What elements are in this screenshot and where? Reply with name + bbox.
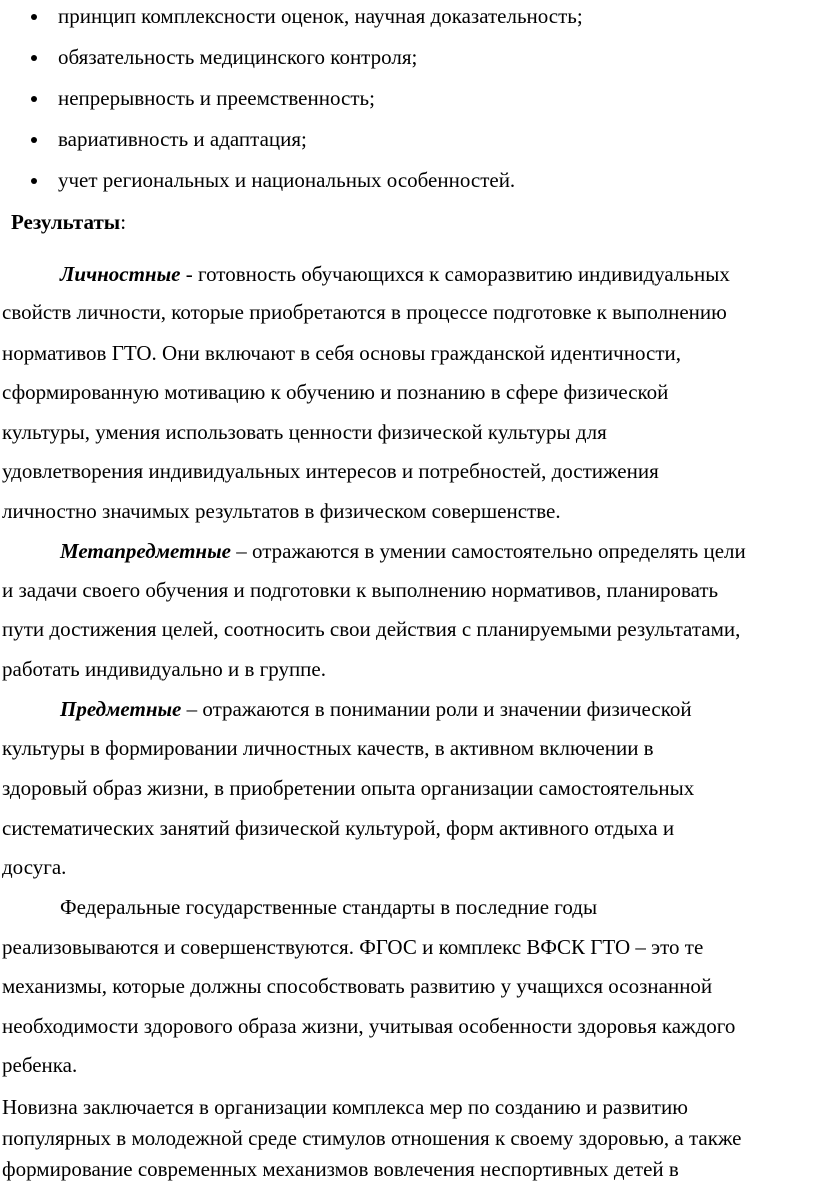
paragraph-line: и задачи своего обучения и подготовки к выполнению нормативов, планировать — [2, 578, 719, 602]
personal-paragraph-first-line — [60, 262, 730, 286]
paragraph-line: работать индивидуально и в группе. — [2, 657, 326, 681]
paragraph-line: популярных в молодежной среде стимулов отношения к своему здоровью, а также — [2, 1126, 742, 1150]
list-item — [0, 86, 816, 126]
list-item-text: принцип комплексности оценок, научная доказательность; — [58, 4, 583, 28]
paragraph-line: удовлетворения индивидуальных интересов и потребностей, достижения — [2, 459, 659, 483]
paragraph-line: культуры в формировании личностных качеств, в активном включении в — [2, 736, 654, 760]
list-item — [0, 127, 816, 167]
paragraph-line: Федеральные государственные стандарты в последние годы — [60, 895, 598, 919]
results-heading — [11, 210, 126, 234]
paragraph-line: культуры, умения использовать ценности физической культуры для — [2, 420, 607, 444]
paragraph-line: личностно значимых результатов в физическом совершенстве. — [2, 499, 561, 523]
list-item-text: вариативность и адаптация; — [58, 127, 307, 151]
list-item-text: непрерывность и преемственность; — [58, 86, 375, 110]
paragraph-line: реализовываются и совершенствуются. ФГОС и комплекс ВФСК ГТО – это те — [2, 935, 704, 959]
paragraph-line: – отражаются в умении самостоятельно определять цели — [230, 539, 746, 563]
bullet-dot-icon — [31, 178, 37, 184]
paragraph-line: систематических занятий физической культурой, форм активного отдыха и — [2, 816, 675, 840]
bullet-dot-icon — [31, 14, 37, 20]
meta-paragraph-first-line — [60, 539, 746, 563]
paragraph-line: пути достижения целей, соотносить свои действия с планируемыми результатами, — [2, 617, 741, 641]
meta-term: Метапредметные — [60, 539, 231, 563]
list-item — [0, 4, 816, 44]
subject-paragraph-first-line — [60, 697, 692, 721]
paragraph-line: досуга. — [2, 855, 67, 879]
paragraph-line: ребенка. — [2, 1053, 78, 1077]
paragraph-line: формирование современных механизмов вовлечения неспортивных детей в — [2, 1157, 679, 1181]
paragraph-line: сформированную мотивацию к обучению и познанию в сфере физической — [2, 380, 669, 404]
list-item-text: обязательность медицинского контроля; — [58, 45, 418, 69]
bullet-dot-icon — [31, 137, 37, 143]
paragraph-line: необходимости здорового образа жизни, учитывая особенности здоровья каждого — [2, 1014, 736, 1038]
paragraph-line: здоровый образ жизни, в приобретении опыта организации самостоятельных — [2, 776, 695, 800]
list-item — [0, 168, 816, 208]
bullet-dot-icon — [31, 55, 37, 61]
list-item — [0, 45, 816, 85]
results-heading-colon: : — [120, 210, 127, 234]
bullet-dot-icon — [31, 96, 37, 102]
paragraph-line: свойств личности, которые приобретаются в процессе подготовке к выполнению — [2, 300, 727, 324]
paragraph-line: механизмы, которые должны способствовать развитию у учащихся осознанной — [2, 974, 713, 998]
personal-term: Личностные — [60, 262, 181, 286]
paragraph-line: Новизна заключается в организации комплекса мер по созданию и развитию — [2, 1095, 688, 1119]
paragraph-line: – отражаются в понимании роли и значении физической — [181, 697, 692, 721]
paragraph-line: - готовность обучающихся к саморазвитию индивидуальных — [180, 262, 730, 286]
paragraph-line: нормативов ГТО. Они включают в себя основы гражданской идентичности, — [2, 341, 681, 365]
subject-term: Предметные — [60, 697, 182, 721]
list-item-text: учет региональных и национальных особенностей. — [58, 168, 516, 192]
results-heading-text: Результаты — [11, 210, 121, 234]
